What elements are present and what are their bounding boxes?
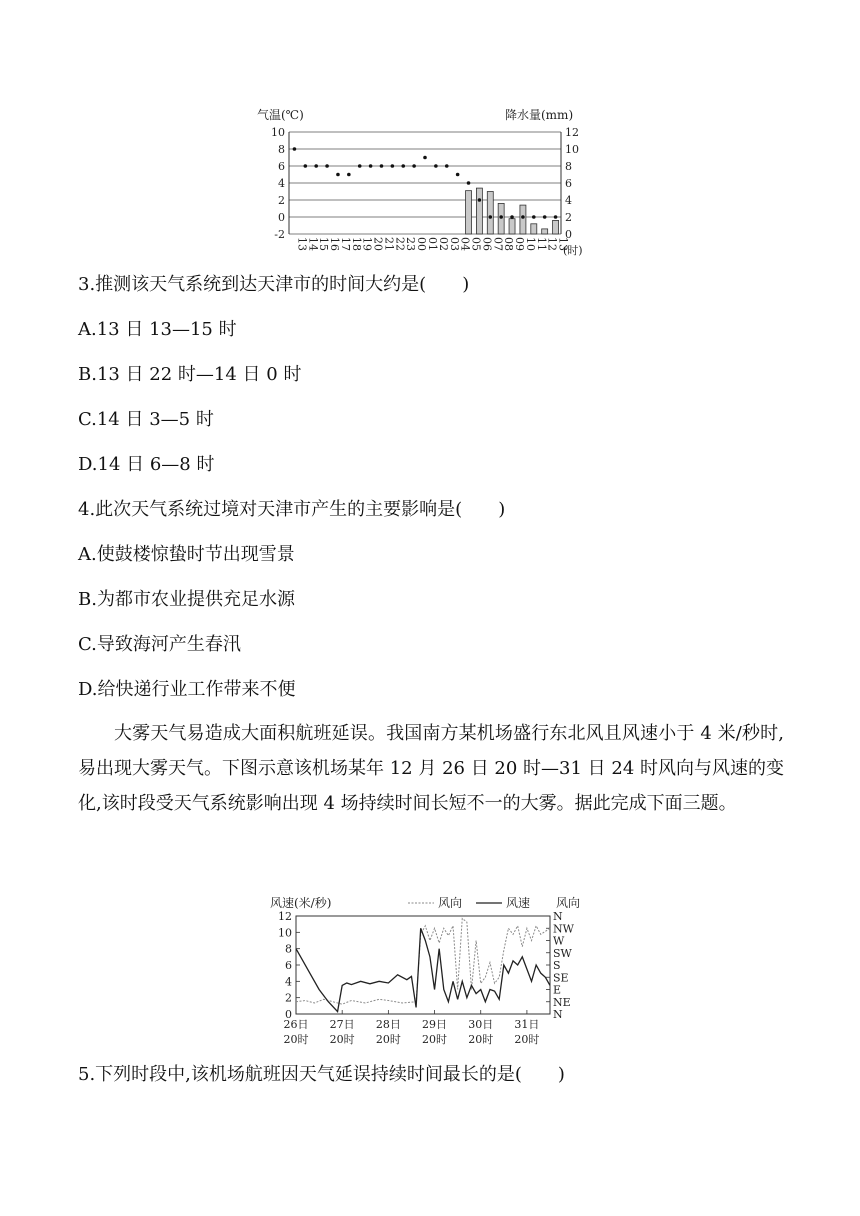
left-tick-label: 2 (285, 991, 292, 1005)
temperature-point (293, 147, 297, 151)
left-tick-label: 8 (285, 942, 292, 956)
x-tick-time: 20时 (422, 1033, 448, 1046)
temperature-point (456, 173, 460, 177)
left-tick-label: -2 (274, 228, 285, 241)
hour-tick-label: 13 (295, 237, 309, 251)
temperature-point (510, 215, 514, 219)
temperature-point (314, 164, 318, 168)
hour-tick-label: 22 (393, 237, 407, 251)
temperature-point (304, 164, 308, 168)
right-tick-label: 8 (565, 160, 572, 173)
chart1-right-axis-label: 降水量(mm) (505, 108, 574, 122)
hour-tick-label: 06 (480, 237, 494, 251)
hour-tick-label: 16 (328, 237, 342, 251)
temperature-point (347, 173, 351, 177)
precipitation-bar (520, 205, 526, 234)
question-4: 4.此次天气系统过境对天津市产生的主要影响是( ) (78, 499, 506, 520)
temperature-point (380, 164, 384, 168)
left-tick-label: 12 (278, 910, 292, 923)
x-tick-time: 20时 (375, 1033, 401, 1046)
q3-option-b: B.13 日 22 时—14 日 0 时 (78, 364, 302, 385)
direction-tick-label: N (553, 1008, 563, 1021)
temperature-point (412, 164, 416, 168)
left-tick-label: 0 (278, 211, 285, 224)
x-tick-day: 28日 (375, 1018, 401, 1031)
temperature-point (543, 215, 547, 219)
hour-tick-label: 21 (382, 237, 396, 251)
direction-tick-label: W (553, 934, 565, 948)
q4-option-d: D.给快递行业工作带来不便 (78, 679, 296, 700)
right-tick-label: 2 (565, 211, 572, 224)
question-5: 5.下列时段中,该机场航班因天气延误持续时间最长的是( ) (78, 1064, 565, 1085)
hour-tick-label: 23 (404, 237, 418, 251)
right-tick-label: 12 (565, 126, 579, 139)
direction-tick-label: S (553, 959, 561, 972)
hour-tick-label: 18 (349, 237, 363, 251)
q4-option-a: A.使鼓楼惊蛰时节出现雪景 (78, 544, 295, 565)
direction-tick-label: E (553, 983, 562, 997)
x-tick-time: 20时 (468, 1033, 494, 1046)
hour-tick-label: 12 (545, 237, 559, 251)
temperature-point (369, 164, 373, 168)
temperature-point (434, 164, 438, 168)
right-tick-label: 0 (565, 228, 572, 241)
left-tick-label: 4 (278, 177, 285, 190)
hour-tick-label: 03 (447, 237, 461, 251)
left-tick-label: 10 (278, 926, 292, 940)
right-tick-label: 10 (565, 143, 579, 156)
x-tick-day: 26日 (283, 1018, 309, 1031)
temperature-point (554, 215, 558, 219)
temperature-point (358, 164, 362, 168)
temperature-point (499, 215, 503, 219)
x-unit-label: (时) (563, 244, 583, 257)
direction-tick-label: NW (553, 922, 574, 936)
temperature-point (532, 215, 536, 219)
x-tick-time: 20时 (514, 1033, 540, 1046)
passage-paragraph: 大雾天气易造成大面积航班延误。我国南方某机场盛行东北风且风速小于 4 米/秒时,易出现大雾天气。下图示意该机场某年 12 月 26 日 20 时—31 日 24 时风向与风速的变化,该时段受天气系统影响出现 4 场持续时间长短不一的大雾。据此完成下面三题。 (78, 723, 785, 814)
temperature-point (391, 164, 395, 168)
temperature-precipitation-chart (255, 104, 600, 260)
hour-tick-label: 17 (338, 237, 352, 251)
q4-option-c: C.导致海河产生春汛 (78, 634, 241, 655)
temperature-point (478, 198, 482, 202)
temperature-point (488, 215, 492, 219)
hour-tick-label: 09 (513, 237, 527, 251)
hour-tick-label: 05 (469, 237, 483, 251)
left-tick-label: 8 (278, 143, 285, 156)
chart1-left-axis-label: 气温(℃) (257, 108, 304, 122)
hour-tick-label: 04 (458, 237, 472, 251)
x-tick-day: 27日 (329, 1018, 355, 1031)
hour-tick-label: 00 (415, 237, 429, 251)
hour-tick-label: 20 (371, 237, 385, 251)
left-tick-label: 0 (285, 1008, 292, 1021)
precipitation-bar (509, 219, 515, 234)
hour-tick-label: 10 (523, 237, 537, 251)
precipitation-bar (531, 224, 537, 234)
wind-speed-line (296, 928, 550, 1011)
q3-option-c: C.14 日 3—5 时 (78, 409, 214, 430)
direction-tick-label: N (553, 910, 563, 923)
q4-option-b: B.为都市农业提供充足水源 (78, 589, 295, 610)
chart2-legend (408, 895, 530, 910)
temperature-point (401, 164, 405, 168)
precipitation-bar (487, 192, 493, 235)
temperature-point (325, 164, 329, 168)
right-tick-label: 4 (565, 194, 572, 207)
temperature-point (423, 156, 427, 160)
direction-tick-label: NE (553, 995, 571, 1009)
precipitation-bar (476, 188, 482, 234)
hour-tick-label: 15 (317, 237, 331, 251)
precipitation-bar (553, 220, 559, 234)
hour-tick-label: 14 (306, 237, 320, 251)
q3-option-a: A.13 日 13—15 时 (78, 319, 237, 340)
q3-option-d: D.14 日 6—8 时 (78, 454, 215, 475)
temperature-point (336, 173, 340, 177)
hour-tick-label: 01 (426, 237, 439, 251)
precipitation-bar (542, 229, 548, 234)
left-tick-label: 2 (278, 194, 285, 207)
legend-wind-speed: 风速 (506, 896, 531, 910)
legend-wind-direction: 风向 (438, 896, 463, 910)
x-tick-time: 20时 (329, 1033, 355, 1046)
x-tick-day: 31日 (514, 1018, 540, 1031)
question-3: 3.推测该天气系统到达天津市的时间大约是( ) (78, 274, 470, 295)
direction-tick-label: SE (553, 971, 569, 985)
temperature-point (467, 181, 471, 185)
left-tick-label: 6 (285, 959, 292, 972)
wind-direction-line (296, 918, 550, 1004)
wind-speed-direction-chart (268, 890, 598, 1055)
temperature-point (445, 164, 449, 168)
x-tick-day: 29日 (422, 1018, 448, 1031)
chart2-left-axis-label: 风速(米/秒) (270, 896, 332, 910)
precipitation-bar (466, 191, 472, 234)
left-tick-label: 4 (285, 975, 292, 989)
left-tick-label: 10 (271, 126, 285, 139)
hour-tick-label: 07 (491, 237, 505, 251)
x-tick-day: 30日 (468, 1018, 494, 1031)
temperature-point (521, 215, 525, 219)
left-tick-label: 6 (278, 160, 285, 173)
hour-tick-label: 19 (360, 237, 374, 251)
hour-tick-label: 02 (436, 237, 450, 251)
hour-tick-label: 08 (502, 237, 516, 251)
hour-tick-label: 11 (534, 237, 548, 251)
right-tick-label: 6 (565, 177, 572, 190)
chart2-right-axis-label: 风向 (556, 896, 581, 910)
direction-tick-label: SW (553, 946, 572, 960)
hour-tick-label: 13 (556, 237, 570, 251)
x-tick-time: 20时 (283, 1033, 309, 1046)
